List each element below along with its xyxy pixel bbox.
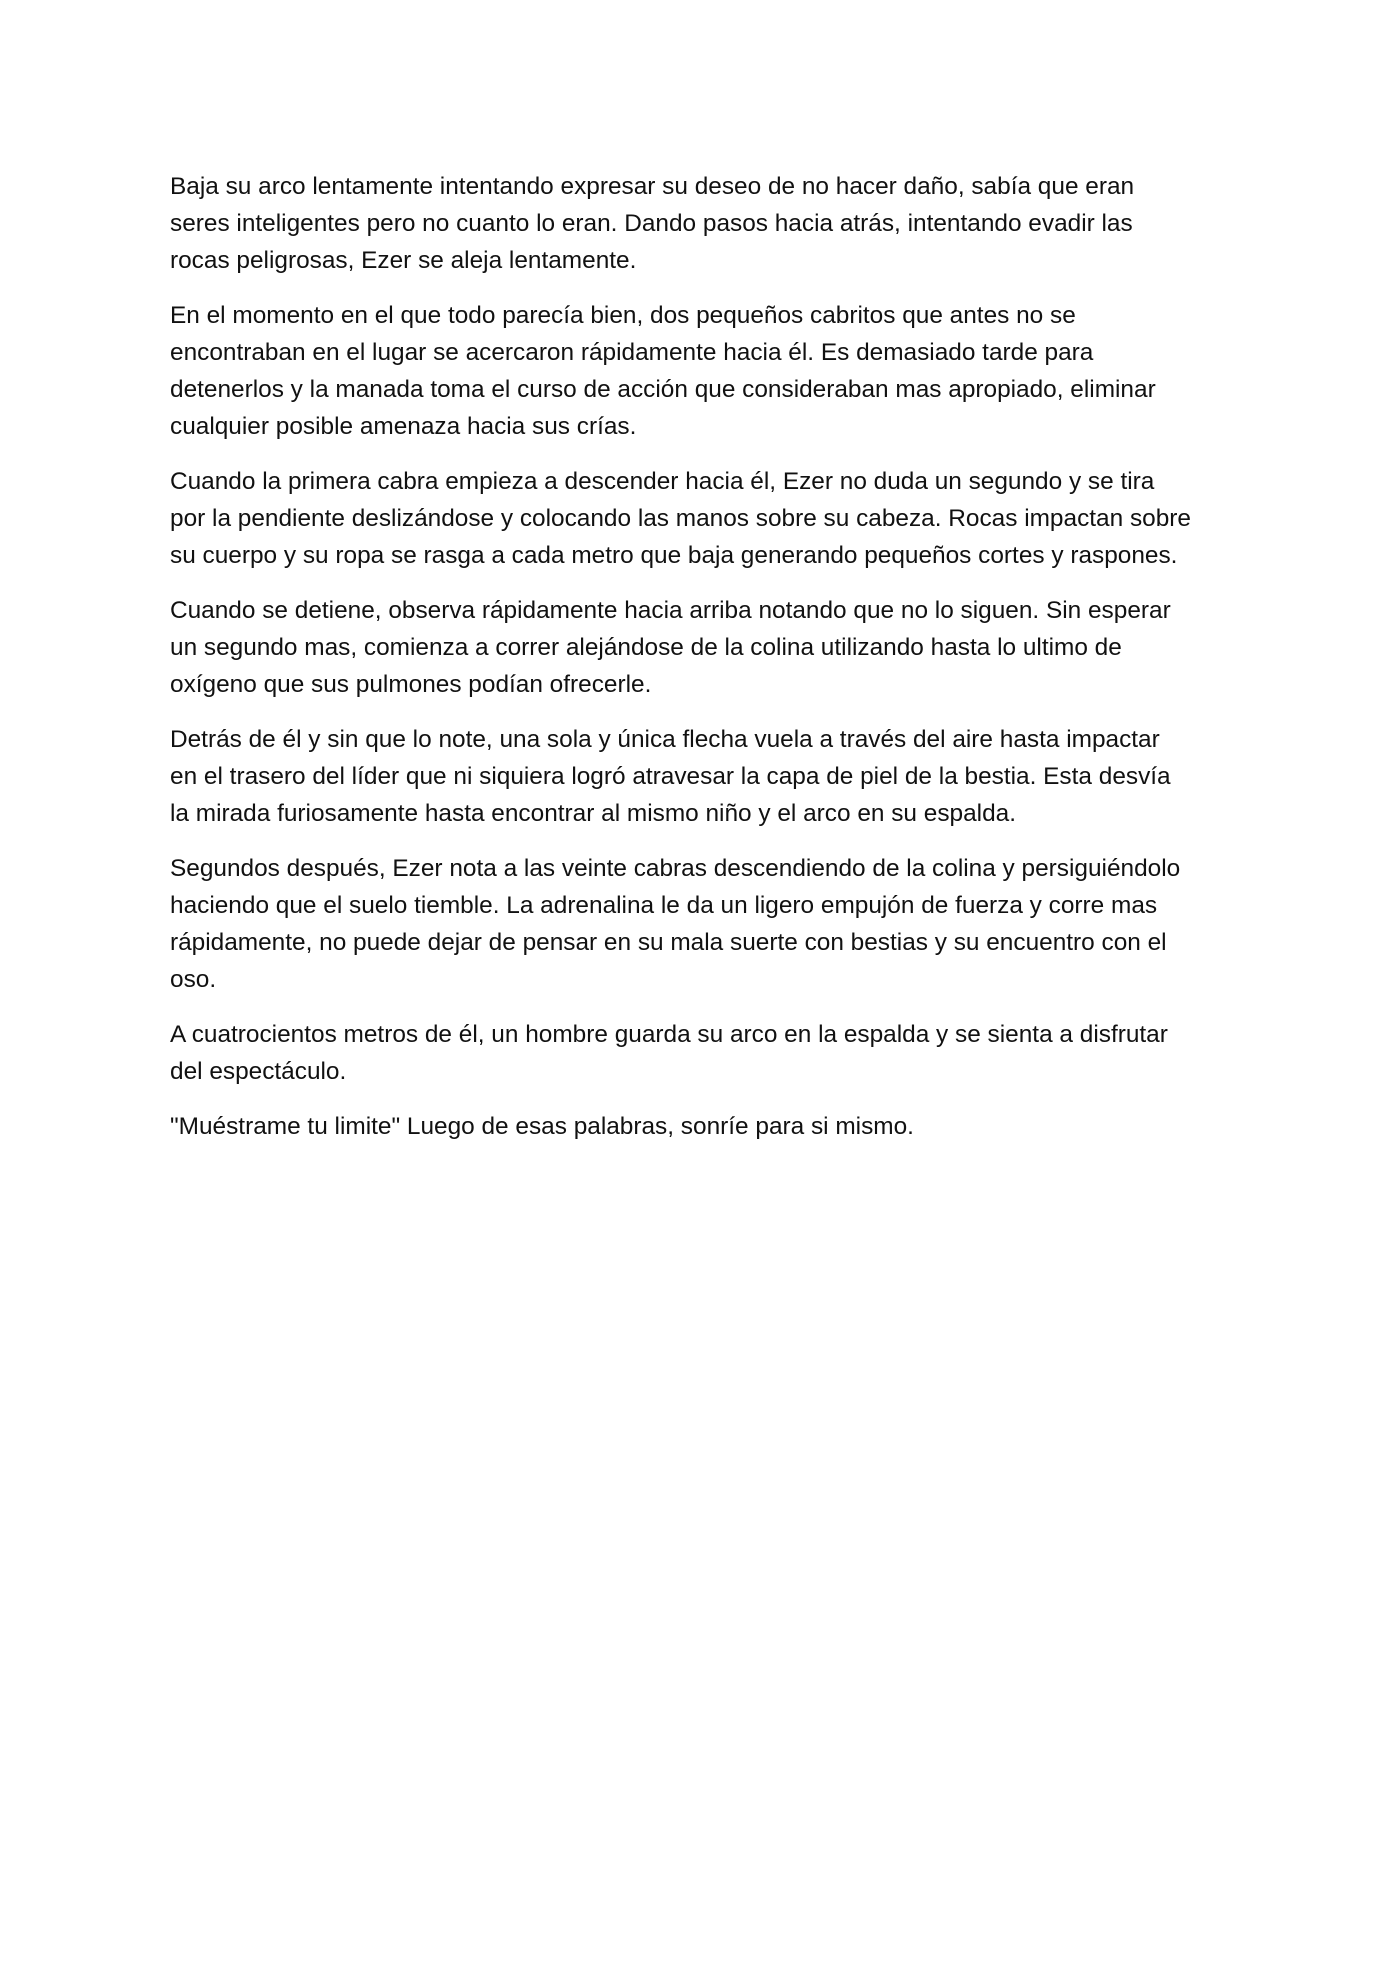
text-line: Cuando la primera cabra empieza a descender hacia él, Ezer no duda un segundo y se tira (170, 468, 1155, 495)
text-line: Cuando se detiene, observa rápidamente hacia arriba notando que no lo siguen. Sin esperar (170, 597, 1171, 624)
text-line: haciendo que el suelo tiemble. La adrenalina le da un ligero empujón de fuerza y corre mas (170, 892, 1158, 919)
text-line: del espectáculo. (170, 1058, 347, 1085)
text-line: En el momento en el que todo parecía bien, dos pequeños cabritos que antes no se (170, 302, 1076, 329)
text-line: su cuerpo y su ropa se rasga a cada metro que baja generando pequeños cortes y raspones. (170, 542, 1178, 569)
paragraph-2 (170, 297, 1240, 445)
paragraph-1 (170, 168, 1240, 279)
paragraph-4 (170, 592, 1240, 703)
document-body (170, 168, 1240, 1163)
text-line: Baja su arco lentamente intentando expresar su deseo de no hacer daño, sabía que eran (170, 173, 1135, 200)
text-line: encontraban en el lugar se acercaron rápidamente hacia él. Es demasiado tarde para (170, 339, 1094, 366)
text-line: oso. (170, 966, 217, 993)
text-line: seres inteligentes pero no cuanto lo eran. Dando pasos hacia atrás, intentando evadir las (170, 210, 1133, 237)
text-line: en el trasero del líder que ni siquiera logró atravesar la capa de piel de la bestia. Esta desvía (170, 763, 1171, 790)
text-line: A cuatrocientos metros de él, un hombre guarda su arco en la espalda y se sienta a disfrutar (170, 1021, 1168, 1048)
paragraph-3 (170, 463, 1240, 574)
text-line: por la pendiente deslizándose y colocando las manos sobre su cabeza. Rocas impactan sobre (170, 505, 1191, 532)
text-line: Segundos después, Ezer nota a las veinte cabras descendiendo de la colina y persiguiéndolo (170, 855, 1181, 882)
text-line: detenerlos y la manada toma el curso de acción que consideraban mas apropiado, eliminar (170, 376, 1156, 403)
text-line: rápidamente, no puede dejar de pensar en su mala suerte con bestias y su encuentro con el (170, 929, 1167, 956)
text-line: la mirada furiosamente hasta encontrar al mismo niño y el arco en su espalda. (170, 800, 1016, 827)
text-line: "Muéstrame tu limite" Luego de esas palabras, sonríe para si mismo. (170, 1113, 914, 1140)
text-line: un segundo mas, comienza a correr alejándose de la colina utilizando hasta lo ultimo de (170, 634, 1122, 661)
paragraph-6 (170, 850, 1240, 998)
paragraph-5 (170, 721, 1240, 832)
paragraph-8 (170, 1108, 1240, 1145)
paragraph-7 (170, 1016, 1240, 1090)
text-line: cualquier posible amenaza hacia sus crías. (170, 413, 637, 440)
text-line: rocas peligrosas, Ezer se aleja lentamente. (170, 247, 637, 274)
text-line: Detrás de él y sin que lo note, una sola y única flecha vuela a través del aire hasta impactar (170, 726, 1160, 753)
text-line: oxígeno que sus pulmones podían ofrecerle. (170, 671, 652, 698)
